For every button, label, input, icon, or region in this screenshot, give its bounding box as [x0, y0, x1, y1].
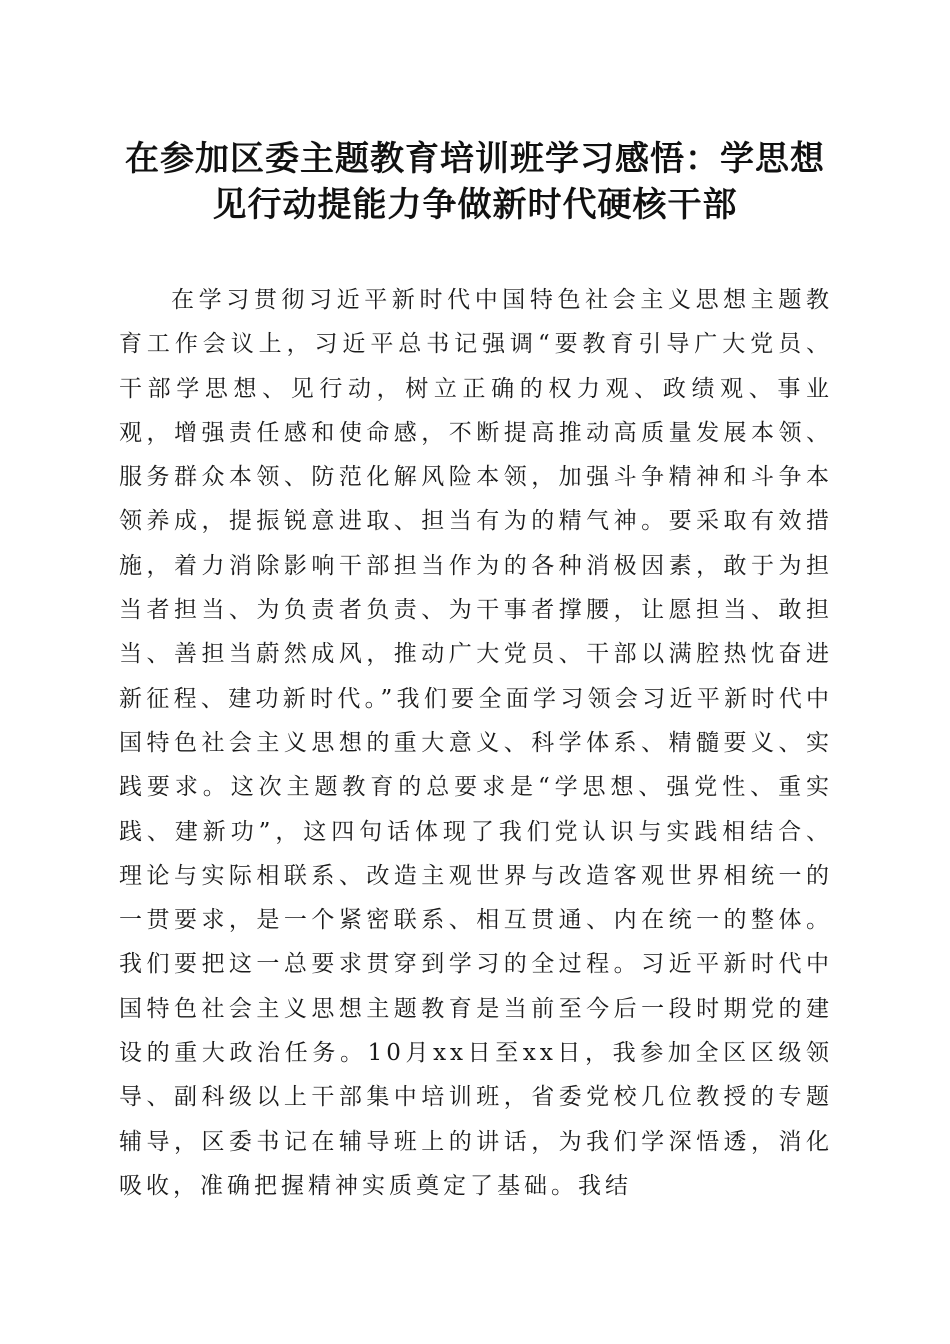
document-title: 在参加区委主题教育培训班学习感悟：学思想见行动提能力争做新时代硬核干部 [125, 139, 825, 225]
body-paragraph: 在学习贯彻习近平新时代中国特色社会主义思想主题教育工作会议上，习近平总书记强调“要教育引导广大党员、干部学思想、见行动，树立正确的权力观、政绩观、事业观，增强责任感和使命感，不断提高推动高质量发展本领、服务群众本领、防范化解风险本领，加强斗争精神和斗争本领养成，提振锐意进取、担当有为的精气神。要采取有效措施，着力消除影响干部担当作为的各种消极因素，敢于为担当者担当、为负责者负责、为干事者撑腰，让愿担当、敢担当、善担当蔚然成风，推动广大党员、干部以满腔热忱奋进新征程、建功新时代。”我们要全面学习领会习近平新时代中国特色社会主义思想的重大意义、科学体系、精髓要义、实践要求。这次主题教育的总要求是“学思想、强党性、重实践、建新功”，这四句话体现了我们党认识与实践相结合、理论与实际相联系、改造主观世界与改造客观世界相统一的一贯要求，是一个紧密联系、相互贯通、内在统一的整体。我们要把这一总要求贯穿到学习的全过程。习近平新时代中国特色社会主义思想主题教育是当前至今后一段时期党的建设的重大政治任务。10月xx日至xx日，我参加全区区级领导、副科级以上干部集中培训班，省委党校几位教授的专题辅导，区委书记在辅导班上的讲话，为我们学深悟透，消化吸收，准确把握精神实质奠定了基础。我结 [119, 287, 833, 1199]
